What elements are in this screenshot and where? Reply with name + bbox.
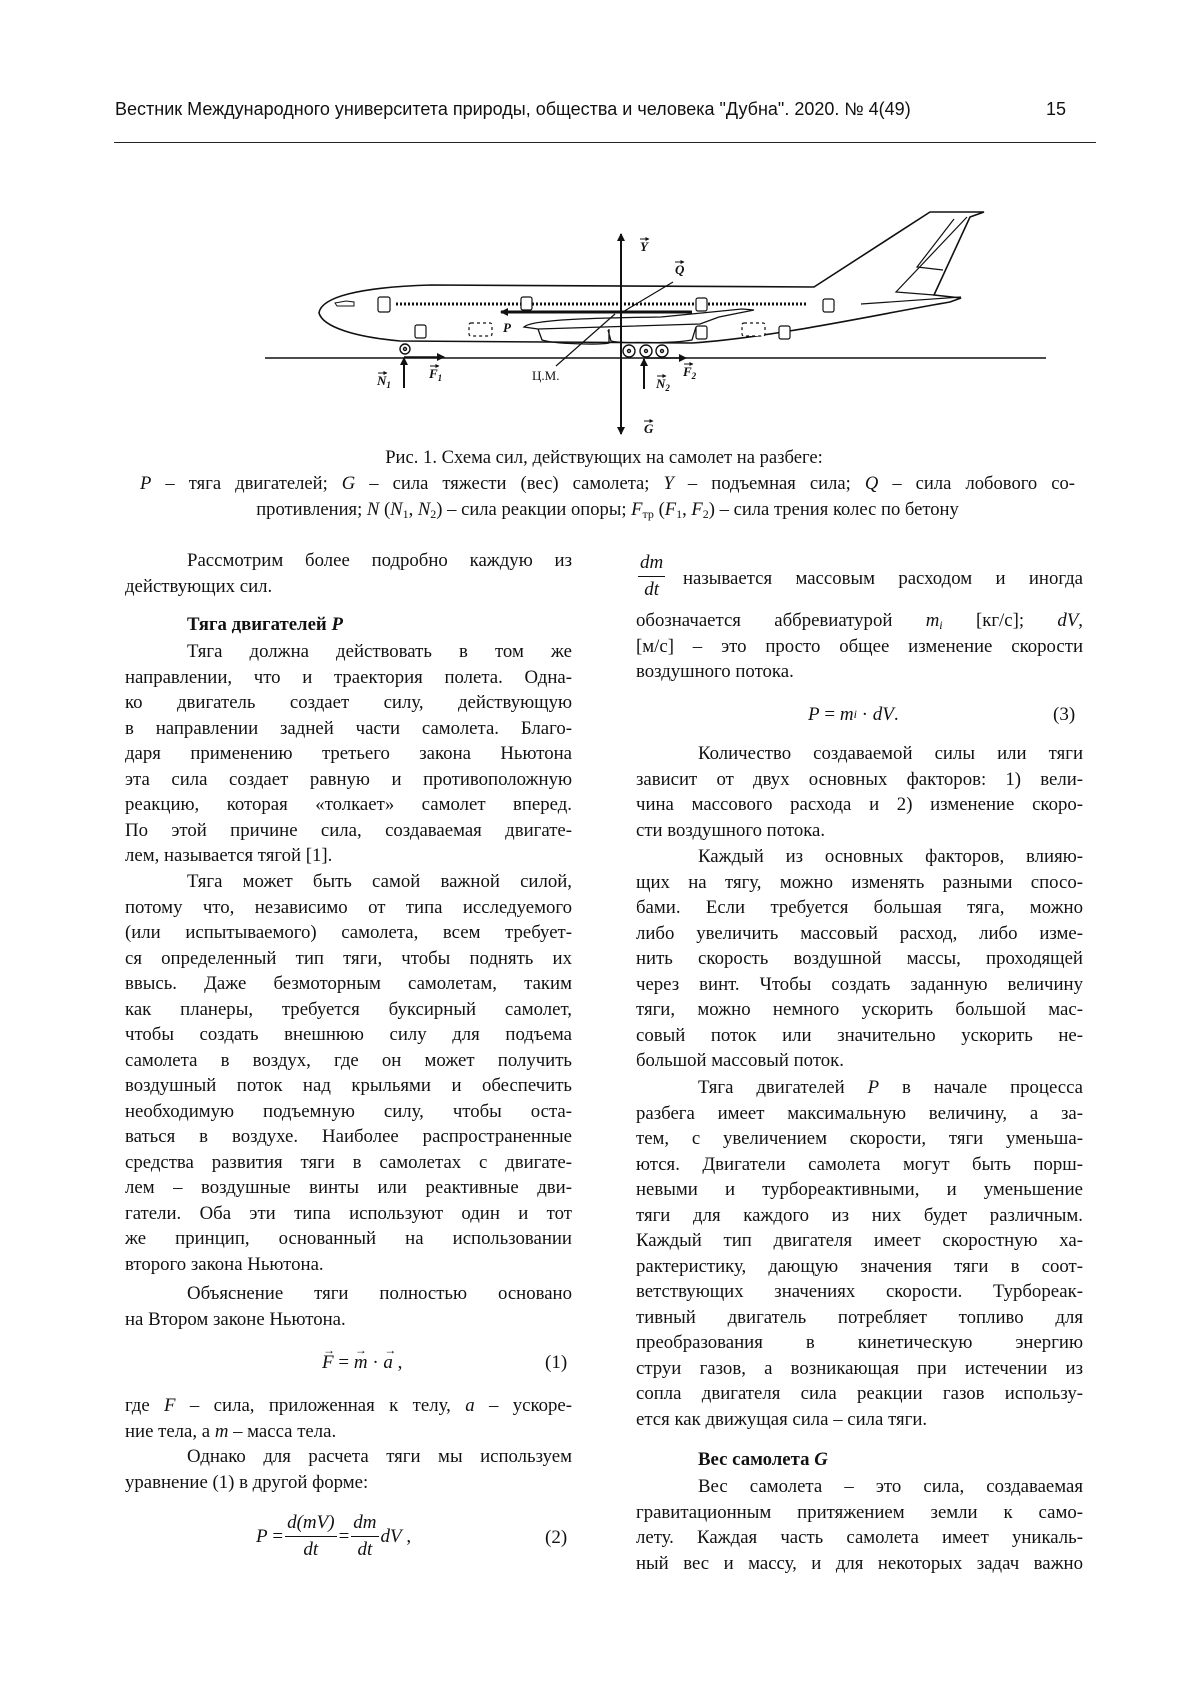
label-N1-letter: N	[376, 373, 387, 388]
text: тяги, можно немного ускорить большой мас-	[636, 999, 1083, 1020]
italic-symbol: P	[331, 614, 342, 635]
text-line	[636, 1126, 1083, 1152]
text: ние тела, а	[125, 1421, 215, 1442]
text-line	[125, 1124, 572, 1150]
text-line	[636, 921, 1083, 947]
equation-2	[256, 1510, 411, 1563]
text-line	[125, 1226, 572, 1252]
text-line	[125, 767, 572, 793]
text-line	[636, 1474, 1083, 1500]
text-line	[636, 870, 1083, 896]
eq2-denominator-2: dt	[358, 1537, 373, 1563]
text: даря применению третьего закона Ньютона	[125, 743, 572, 764]
italic-symbol: Y	[664, 473, 674, 494]
text: Объяснение тяги полностью основано	[187, 1283, 572, 1304]
text-line	[636, 792, 1083, 818]
running-header	[115, 96, 1096, 122]
text-line	[636, 1381, 1083, 1407]
italic-symbol: N	[418, 499, 430, 520]
text-line	[636, 1447, 1083, 1473]
eq2-equals-2: =	[339, 1524, 350, 1549]
equation-1-number: (1)	[545, 1350, 567, 1375]
eq3-P: P	[808, 702, 820, 727]
eq2-dV: dV	[381, 1524, 402, 1549]
text: преобразования в кинетическую энергию	[636, 1332, 1083, 1353]
italic-symbol: F	[691, 499, 702, 520]
text: щих на тягу, можно изменять разными спосо-	[636, 872, 1083, 893]
text-line	[636, 1228, 1083, 1254]
equation-3	[808, 702, 899, 727]
text-line	[125, 1470, 572, 1496]
text: гатели. Оба эти типа используют один и тот	[125, 1203, 572, 1224]
paragraph	[125, 1393, 572, 1444]
italic-symbol: F	[164, 1395, 175, 1416]
italic-symbol: P	[140, 473, 151, 494]
text: ввысь. Даже безмоторным самолетам, таким	[125, 973, 572, 994]
text: тяги для каждого из них будет различным.	[636, 1205, 1083, 1226]
equation-2-number: (2)	[545, 1525, 567, 1550]
italic-symbol: dV	[1057, 610, 1078, 631]
eq2-numerator-2: dm	[351, 1510, 378, 1537]
subscript: 2	[430, 507, 436, 521]
label-G: G	[644, 421, 654, 436]
label-F1-sub: 1	[438, 373, 443, 383]
italic-symbol: Q	[865, 473, 878, 494]
text-line	[636, 1551, 1083, 1577]
eq3-period: .	[894, 702, 899, 727]
text: потому что, независимо от типа исследуемого	[125, 897, 572, 918]
text: большой массовый поток.	[636, 1050, 844, 1071]
text: По этой причине сила, создаваемая двигате-	[125, 820, 572, 841]
text-line	[125, 1048, 572, 1074]
text-line	[636, 1254, 1083, 1280]
eq3-m: m	[840, 702, 854, 727]
paragraph-intro	[125, 548, 572, 599]
text-line	[636, 1048, 1083, 1074]
text-line	[140, 497, 1075, 523]
text: рактеристику, дающую значения тяги в соот-	[636, 1256, 1083, 1277]
text-line	[636, 1305, 1083, 1331]
fraction-dm-dt	[636, 550, 667, 603]
text: чтобы создать внешнюю силу для подъема	[125, 1024, 572, 1045]
label-Q: Q	[675, 262, 685, 277]
subscript: тр	[643, 507, 654, 521]
text-line	[125, 971, 572, 997]
text: сти воздушного потока.	[636, 820, 825, 841]
text: реакцию, которая «толкает» самолет вперед.	[125, 794, 572, 815]
eq1-F: → F	[322, 1350, 334, 1375]
text: тем, с увеличением скорости, тяги уменьша-	[636, 1128, 1083, 1149]
journal-title: Вестник Международного университета природы, общества и человека "Дубна". 2020. № 4(49)	[115, 99, 911, 119]
text-line	[636, 895, 1083, 921]
text: (	[654, 499, 665, 520]
text: лету. Каждая часть самолета имеет уникаль-	[636, 1527, 1083, 1548]
text: действующих сил.	[125, 576, 272, 597]
text: самолета в воздух, где он может получить	[125, 1050, 572, 1071]
text-line	[125, 665, 572, 691]
text-line	[125, 612, 572, 638]
paragraph-line	[683, 566, 1083, 592]
airplane-force-diagram	[0, 180, 1200, 442]
eq2-P: P	[256, 1524, 268, 1549]
italic-symbol: N	[367, 499, 379, 520]
text-line	[636, 1279, 1083, 1305]
label-N1-sub: 1	[386, 380, 391, 390]
text: – подъемная сила;	[674, 473, 865, 494]
italic-symbol: N	[390, 499, 402, 520]
cockpit-window	[335, 301, 354, 306]
text: чина массового расхода и 2) изменение скоро-	[636, 794, 1083, 815]
eq3-equals: =	[824, 702, 835, 727]
eq2-fraction-2	[351, 1510, 378, 1563]
eq1-comma: ,	[398, 1350, 403, 1375]
eq3-m-sub: i	[854, 702, 857, 727]
text: нить скорость воздушной массы, проходящей	[636, 948, 1083, 969]
text: ваться в воздухе. Наиболее распространенные	[125, 1126, 572, 1147]
text: Однако для расчета тяги мы используем	[187, 1446, 572, 1467]
italic-symbol: a	[465, 1395, 474, 1416]
label-P: P	[503, 320, 512, 335]
text: ,	[1078, 610, 1083, 631]
text-line	[125, 997, 572, 1023]
text-line	[636, 767, 1083, 793]
text: невыми и турбореактивными, и уменьшение	[636, 1179, 1083, 1200]
text-line	[125, 716, 572, 742]
eq1-dot: ·	[372, 1350, 378, 1375]
eq2-equals: =	[272, 1524, 283, 1549]
text: Тяга может быть самой важной силой,	[187, 871, 572, 892]
text: Каждый тип двигателя имеет скоростную ха-	[636, 1230, 1083, 1251]
text: (или испытываемого) самолета, всем требует-	[125, 922, 572, 943]
text-line	[636, 1407, 1083, 1433]
text-line	[636, 634, 1083, 660]
subscript: i	[939, 618, 942, 632]
eq2-fraction-1	[285, 1510, 336, 1563]
text: разбега имеет максимальную величину, а за-	[636, 1103, 1083, 1124]
text: ветствующих значениях скорости. Турбореак-	[636, 1281, 1083, 1302]
text-line	[125, 869, 572, 895]
text-line	[636, 1075, 1083, 1101]
paragraph	[636, 741, 1083, 843]
paragraph	[125, 869, 572, 1277]
text-line	[636, 1023, 1083, 1049]
text-line	[636, 1203, 1083, 1229]
text-line	[636, 997, 1083, 1023]
page-number: 15	[1046, 96, 1066, 122]
text: тивный двигатель потребляет топливо для	[636, 1307, 1083, 1328]
subscript: 1	[676, 507, 682, 521]
label-F1	[428, 366, 442, 383]
text-line	[125, 1444, 572, 1470]
text: ный вес и массу, и для некоторых задач важно	[636, 1553, 1083, 1574]
label-N2-letter: N	[655, 376, 666, 391]
text-line	[636, 608, 1083, 634]
text: воздушного потока.	[636, 661, 794, 682]
subscript: 2	[703, 507, 709, 521]
section-heading-thrust	[125, 612, 572, 638]
eq2-denominator-1: dt	[303, 1537, 318, 1563]
italic-symbol: F	[631, 499, 642, 520]
text-line	[636, 818, 1083, 844]
text: необходимую подъемную силу, чтобы оста-	[125, 1101, 572, 1122]
label-N1	[376, 373, 391, 390]
text: [кг/с];	[943, 610, 1058, 631]
text: гравитационным притяжением земли к само-	[636, 1502, 1083, 1523]
text-line	[125, 548, 572, 574]
text: эта сила создает равную и противоположную	[125, 769, 572, 790]
text-line	[636, 1525, 1083, 1551]
paragraph	[125, 1281, 572, 1332]
text-line	[125, 843, 572, 869]
text: ся определенный тип тяги, чтобы поднять их	[125, 948, 572, 969]
eq2-numerator-1: d(mV)	[285, 1510, 336, 1537]
text: Вес самолета	[698, 1449, 814, 1470]
label-N2	[655, 376, 670, 393]
fuselage	[319, 212, 984, 343]
italic-symbol: F	[665, 499, 676, 520]
eq3-dV: dV	[873, 702, 894, 727]
text: Каждый из основных факторов, влияю-	[698, 846, 1083, 867]
text: как планеры, требуется буксирный самолет,	[125, 999, 572, 1020]
text-line	[125, 792, 572, 818]
text: [м/с] – это просто общее изменение скорости	[636, 636, 1083, 657]
text: ется как движущая сила – сила тяги.	[636, 1409, 927, 1430]
text-line	[125, 1175, 572, 1201]
text: Тяга должна действовать в том же	[187, 641, 572, 662]
italic-symbol: m	[926, 610, 940, 631]
text-line	[636, 1330, 1083, 1356]
text-line	[636, 1101, 1083, 1127]
text-line	[125, 1307, 572, 1333]
paragraph	[125, 639, 572, 869]
paragraph	[125, 1444, 572, 1495]
text: Вес самолета – это сила, создаваемая	[698, 1476, 1083, 1497]
text-line	[125, 1201, 572, 1227]
text: Количество создаваемой силы или тяги	[698, 743, 1083, 764]
text-line	[636, 1177, 1083, 1203]
eq3-dot: ·	[862, 702, 868, 727]
text: второго закона Ньютона.	[125, 1254, 324, 1275]
text: называется массовым расходом и иногда	[683, 568, 1083, 589]
text-line	[125, 1022, 572, 1048]
eq2-comma: ,	[406, 1524, 411, 1549]
text: ко двигатель создает силу, действующую	[125, 692, 572, 713]
fraction-numerator: dm	[638, 550, 665, 577]
text-line	[125, 690, 572, 716]
text-line	[636, 844, 1083, 870]
subscript: 1	[403, 507, 409, 521]
text-line	[125, 920, 572, 946]
text-line	[125, 1150, 572, 1176]
text: – сила лобового со-	[878, 473, 1075, 494]
text-line	[125, 946, 572, 972]
eq1-equals: =	[338, 1350, 349, 1375]
figure-caption-legend	[140, 471, 1075, 522]
text-line	[636, 659, 1083, 685]
text: в начале процесса	[879, 1077, 1083, 1098]
text: либо увеличить массовый расход, либо изме-	[636, 923, 1083, 944]
text: в направлении задней части самолета. Благо-	[125, 718, 572, 739]
tail-fin-detail	[861, 217, 967, 304]
equation-3-number: (3)	[1053, 702, 1075, 727]
text: противления;	[256, 499, 367, 520]
text: – ускоре-	[475, 1395, 572, 1416]
italic-symbol: G	[814, 1449, 828, 1470]
text: направлении, что и траектория полета. Одна-	[125, 667, 572, 688]
eq1-a: → a	[383, 1350, 393, 1375]
equation-1	[322, 1350, 402, 1375]
text-line	[125, 895, 572, 921]
text-line	[636, 1152, 1083, 1178]
text: – сила тяжести (вес) самолета;	[355, 473, 663, 494]
label-N2-sub: 2	[664, 383, 670, 393]
text-line	[125, 741, 572, 767]
header-rule	[114, 142, 1096, 143]
text: воздушный поток над крыльями и обеспечить	[125, 1075, 572, 1096]
text-line	[636, 972, 1083, 998]
fraction	[638, 550, 665, 603]
text: обозначается аббревиатурой	[636, 610, 926, 631]
label-F1-letter: F	[428, 366, 438, 381]
paragraph	[636, 608, 1083, 685]
paragraph	[636, 1075, 1083, 1432]
text: Рассмотрим более подробно каждую из	[187, 550, 572, 571]
text: ) – сила трения колес по бетону	[709, 499, 959, 520]
italic-symbol: m	[215, 1421, 229, 1442]
text: лем – воздушные винты или реактивные дви-	[125, 1177, 572, 1198]
text-line	[125, 1393, 572, 1419]
text-line	[636, 946, 1083, 972]
paragraph	[636, 1474, 1083, 1576]
text-line	[125, 1281, 572, 1307]
paragraph	[636, 844, 1083, 1074]
text-line	[636, 1500, 1083, 1526]
text: на Втором законе Ньютона.	[125, 1309, 346, 1330]
text: лем, называется тягой [1].	[125, 845, 332, 866]
text: – масса тела.	[228, 1421, 336, 1442]
text: зависит от двух основных факторов: 1) вели-	[636, 769, 1083, 790]
text: сопла двигателя сила реакции газов использу-	[636, 1383, 1083, 1404]
text: струи газов, а возникающая при истечении из	[636, 1358, 1083, 1379]
text: же принцип, основанный на использовании	[125, 1228, 572, 1249]
text: ются. Двигатели самолета могут быть порш-	[636, 1154, 1083, 1175]
label-F2	[682, 364, 697, 381]
text: (	[379, 499, 390, 520]
text: – тяга двигателей;	[151, 473, 341, 494]
text-line	[125, 818, 572, 844]
text: уравнение (1) в другой форме:	[125, 1472, 368, 1493]
label-center-of-mass: Ц.М.	[532, 368, 559, 383]
italic-symbol: P	[868, 1077, 879, 1098]
text-line	[125, 1252, 572, 1278]
text-line	[125, 639, 572, 665]
text-line	[125, 1419, 572, 1445]
text: Тяга двигателей	[187, 614, 331, 635]
figure-caption-title: Рис. 1. Схема сил, действующих на самолет на разбеге:	[125, 445, 1083, 471]
italic-symbol: G	[342, 473, 355, 494]
text-line	[125, 1073, 572, 1099]
text-line	[683, 566, 1083, 592]
text: Тяга двигателей	[698, 1077, 868, 1098]
text-line	[125, 1099, 572, 1125]
text: средства развития тяги в самолетах с двигате-	[125, 1152, 572, 1173]
text: где	[125, 1395, 164, 1416]
text: ,	[682, 499, 691, 520]
label-Y: Y	[640, 239, 649, 254]
eq1-m: → m	[354, 1350, 368, 1375]
landing-gear	[400, 344, 668, 357]
label-F2-letter: F	[682, 364, 692, 379]
text: ) – сила реакции опоры;	[436, 499, 631, 520]
text: – сила, приложенная к телу,	[176, 1395, 466, 1416]
fraction-denominator: dt	[644, 577, 659, 603]
section-heading-weight	[636, 1447, 1083, 1473]
text-line	[140, 471, 1075, 497]
text: бами. Если требуется большая тяга, можно	[636, 897, 1083, 918]
text: совый поток или значительно ускорить не-	[636, 1025, 1083, 1046]
label-F2-sub: 2	[691, 371, 697, 381]
text: ,	[409, 499, 418, 520]
text-line	[636, 1356, 1083, 1382]
text-line	[125, 574, 572, 600]
text: через винт. Чтобы создать заданную величину	[636, 974, 1083, 995]
text-line	[636, 741, 1083, 767]
